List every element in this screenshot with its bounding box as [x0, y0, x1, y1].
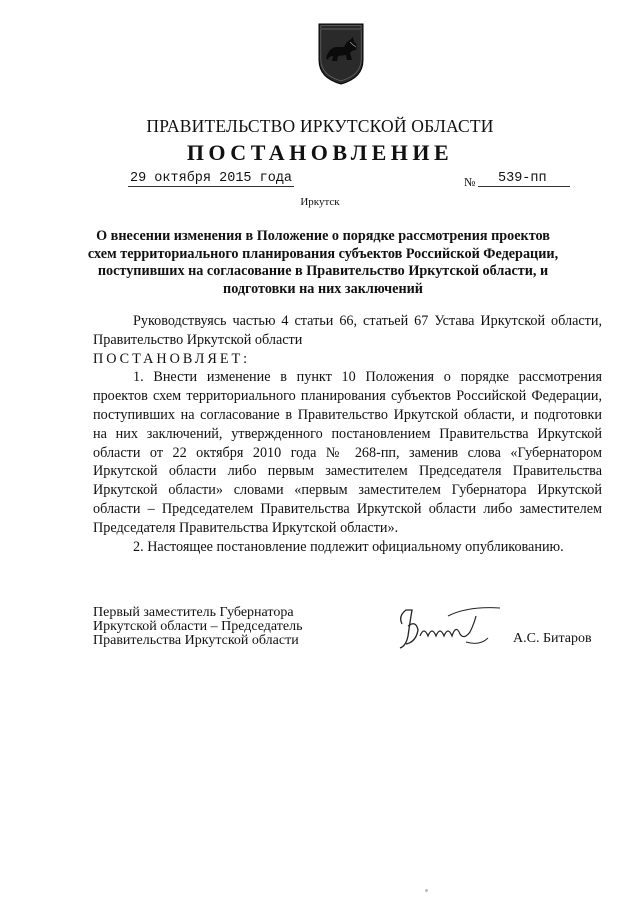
resolves-heading: ПОСТАНОВЛЯЕТ: — [93, 350, 251, 367]
document-date — [128, 171, 294, 186]
signatory-position — [93, 606, 302, 648]
item-1: 1. Внести изменение в пункт 10 Положения о порядке рассмотрения проектов схем территориального планирования субъектов Российской Федерации, поступивших на согласование в Правительство Иркутской области, и подготовки на них заключений, утвержденного постановлением Правительства Иркутской области от 22 октября 2010 года № 268-пп, заменив слова «Губернатором Иркутской области либо первым заместителем Председателя Правительства Иркутской области» словами «первым заместителем Губернатора Иркутской области – Председателем Правительства Иркутской области либо заместителем Председателя Правительства Иркутской области». — [93, 369, 602, 536]
document-title: О внесении изменения в Положение о порядке рассмотрения проектов схем территориального планирования субъектов Российской Федерации, поступивших на согласование в Правительство Иркутской области, и подготовки на них заключений — [87, 228, 559, 297]
number-label: № — [464, 175, 476, 189]
government-name: ПРАВИТЕЛЬСТВО ИРКУТСКОЙ ОБЛАСТИ — [146, 116, 494, 136]
position-line-2: Иркутской области – Председатель — [93, 619, 303, 634]
date-value: 29 октября 2015 года — [130, 171, 293, 186]
document-type: ПОСТАНОВЛЕНИЕ — [186, 140, 454, 165]
item-2: 2. Настоящее постановление подлежит официальному опубликованию. — [133, 538, 564, 555]
position-line-3: Правительства Иркутской области — [93, 633, 299, 648]
document-body — [93, 312, 602, 556]
position-line-1: Первый заместитель Губернатора — [93, 605, 294, 620]
handwritten-signature — [388, 596, 508, 656]
city: Иркутск — [300, 196, 340, 208]
preamble: Руководствуясь частью 4 статьи 66, статьей 67 Устава Иркутской области, Правительство Иркутской области — [93, 313, 602, 348]
coat-of-arms-icon — [316, 20, 366, 86]
scan-speck — [425, 889, 428, 892]
document-number: 539-пп — [478, 171, 570, 187]
signatory-name: А.С. Битаров — [513, 631, 592, 646]
